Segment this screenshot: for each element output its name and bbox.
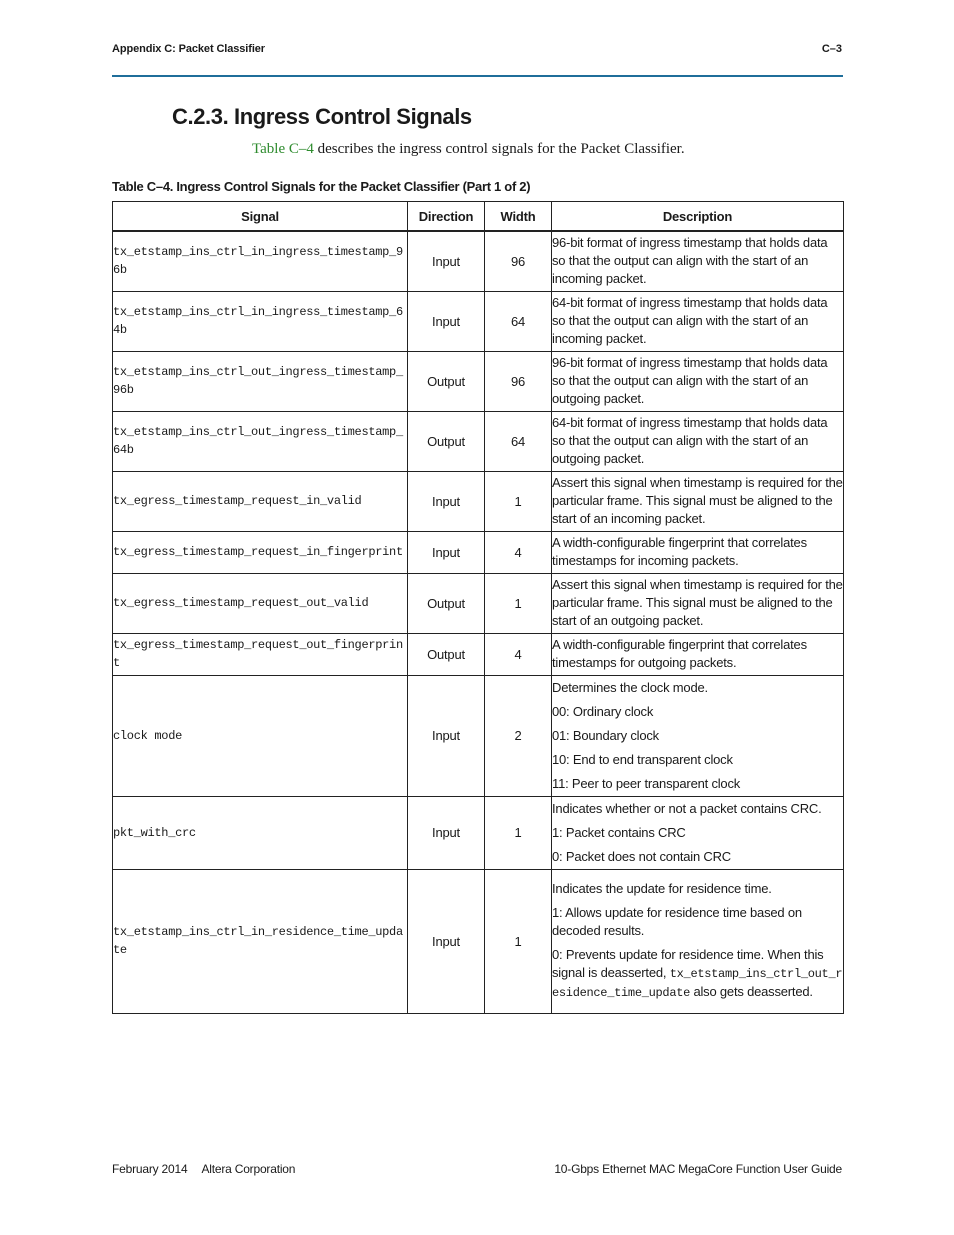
description-text: Indicates whether or not a packet contains CRC.	[552, 800, 822, 816]
description-option: 01: Boundary clock	[552, 727, 659, 743]
signal-name: pkt_with_crc	[113, 796, 408, 869]
signal-width: 1	[485, 869, 552, 1013]
description-text: Assert this signal when timestamp is required for the particular frame. This signal must be aligned to the start of an outgoing packet.	[552, 577, 843, 628]
description-option: 00: Ordinary clock	[552, 703, 654, 719]
signal-name: tx_egress_timestamp_request_out_fingerprint	[113, 633, 408, 675]
signal-width: 96	[485, 231, 552, 291]
signal-description	[552, 411, 844, 471]
signal-direction: Output	[408, 411, 485, 471]
signal-description	[552, 291, 844, 351]
signal-direction: Output	[408, 351, 485, 411]
signal-description	[552, 351, 844, 411]
signal-name: clock mode	[113, 675, 408, 796]
signal-name: tx_etstamp_ins_ctrl_in_ingress_timestamp_96b	[113, 231, 408, 291]
intro-paragraph	[252, 141, 685, 158]
description-option: 10: End to end transparent clock	[552, 751, 733, 767]
signal-direction: Input	[408, 869, 485, 1013]
table-row	[113, 633, 844, 675]
signal-description	[552, 869, 844, 1013]
signal-description	[552, 471, 844, 531]
signal-width: 4	[485, 531, 552, 573]
signal-name: tx_etstamp_ins_ctrl_in_ingress_timestamp_64b	[113, 291, 408, 351]
signal-width: 1	[485, 471, 552, 531]
table-row	[113, 231, 844, 291]
signals-table	[112, 201, 844, 1014]
signal-direction: Input	[408, 531, 485, 573]
running-header-chapter: Appendix C: Packet Classifier	[112, 43, 265, 55]
description-option-tail: also gets deasserted.	[690, 984, 813, 999]
description-text: Assert this signal when timestamp is required for the particular frame. This signal must be aligned to the start of an incoming packet.	[552, 475, 843, 526]
signal-width: 2	[485, 675, 552, 796]
signal-direction: Input	[408, 675, 485, 796]
table-row	[113, 675, 844, 796]
page-number: C–3	[821, 43, 842, 55]
signal-width: 96	[485, 351, 552, 411]
description-option	[552, 946, 843, 1002]
description-text: 96-bit format of ingress timestamp that holds data so that the output can align with the start of an outgoing packet.	[552, 355, 828, 406]
signal-name: tx_egress_timestamp_request_in_valid	[113, 471, 408, 531]
description-text: A width-configurable fingerprint that correlates timestamps for incoming packets.	[552, 535, 807, 568]
column-header-direction: Direction	[408, 202, 485, 232]
table-row	[113, 796, 844, 869]
column-header-signal: Signal	[113, 202, 408, 232]
table-row	[113, 291, 844, 351]
signal-direction: Input	[408, 231, 485, 291]
signal-width: 64	[485, 411, 552, 471]
header-divider	[112, 75, 843, 77]
signal-name: tx_egress_timestamp_request_in_fingerprint	[113, 531, 408, 573]
table-row	[113, 351, 844, 411]
signal-width: 4	[485, 633, 552, 675]
table-row	[113, 531, 844, 573]
intro-text: describes the ingress control signals for the Packet Classifier.	[313, 141, 685, 157]
description-text: 64-bit format of ingress timestamp that holds data so that the output can align with the start of an outgoing packet.	[552, 415, 828, 466]
signal-name: tx_etstamp_ins_ctrl_in_residence_time_update	[113, 869, 408, 1013]
signal-direction: Input	[408, 471, 485, 531]
table-reference-link[interactable]: Table C–4	[252, 141, 314, 157]
table-row	[113, 411, 844, 471]
description-option: 0: Packet does not contain CRC	[552, 848, 731, 864]
signal-description	[552, 231, 844, 291]
description-text: Indicates the update for residence time.	[552, 881, 772, 896]
signal-direction: Output	[408, 573, 485, 633]
description-text: A width-configurable fingerprint that correlates timestamps for outgoing packets.	[552, 637, 807, 670]
description-option-text: 0: Prevents update for residence time. When this signal is deasserted,	[552, 947, 824, 980]
description-text: Determines the clock mode.	[552, 679, 708, 695]
signal-width: 64	[485, 291, 552, 351]
section-heading: C.2.3. Ingress Control Signals	[172, 104, 472, 129]
signal-direction: Input	[408, 796, 485, 869]
description-option: 1: Allows update for residence time based on decoded results.	[552, 905, 802, 938]
signal-width: 1	[485, 573, 552, 633]
footer-company: Altera Corporation	[201, 1162, 296, 1176]
description-text: 96-bit format of ingress timestamp that holds data so that the output can align with the start of an incoming packet.	[552, 235, 828, 287]
footer-document-title: 10-Gbps Ethernet MAC MegaCore Function User Guide	[554, 1162, 842, 1176]
signal-description	[552, 573, 844, 633]
column-header-description: Description	[552, 202, 844, 232]
description-option: 1: Packet contains CRC	[552, 824, 686, 840]
table-row	[113, 869, 844, 1013]
signal-reference: tx_etstamp_ins_ctrl_out_residence_time_update	[552, 967, 843, 1000]
signal-description	[552, 531, 844, 573]
signal-description	[552, 675, 844, 796]
footer-left	[112, 1162, 295, 1176]
signal-width: 1	[485, 796, 552, 869]
table-row	[113, 573, 844, 633]
signal-direction: Input	[408, 291, 485, 351]
table-row	[113, 471, 844, 531]
description-option: 11: Peer to peer transparent clock	[552, 775, 741, 791]
signal-direction: Output	[408, 633, 485, 675]
table-caption: Table C–4. Ingress Control Signals for the Packet Classifier (Part 1 of 2)	[112, 179, 531, 194]
signal-name: tx_egress_timestamp_request_out_valid	[113, 573, 408, 633]
signal-description	[552, 796, 844, 869]
footer-date: February 2014	[112, 1162, 188, 1176]
signal-name: tx_etstamp_ins_ctrl_out_ingress_timestamp_96b	[113, 351, 408, 411]
table-header-row	[113, 202, 844, 232]
description-text: 64-bit format of ingress timestamp that holds data so that the output can align with the start of an incoming packet.	[552, 295, 828, 346]
signal-name: tx_etstamp_ins_ctrl_out_ingress_timestamp_64b	[113, 411, 408, 471]
signal-description	[552, 633, 844, 675]
column-header-width: Width	[485, 202, 552, 232]
